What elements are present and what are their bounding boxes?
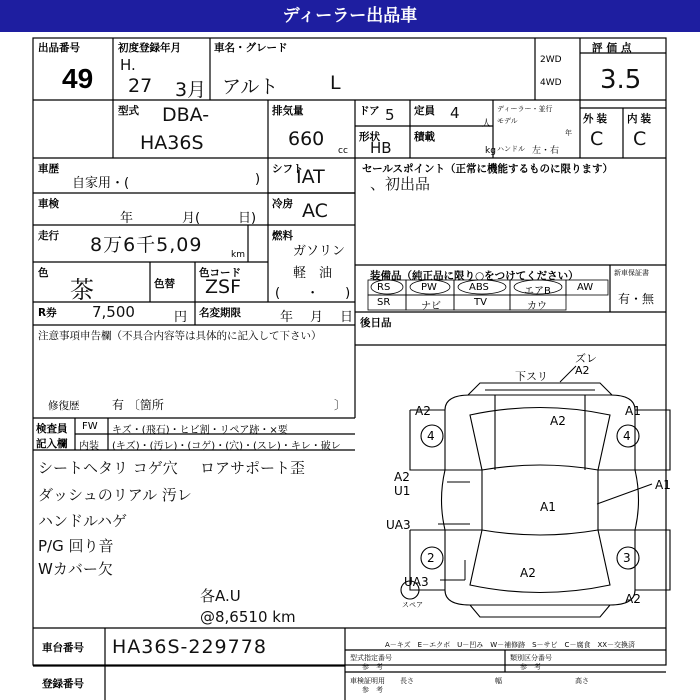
- inspector-entry-label: 記入欄: [36, 438, 68, 450]
- warranty-value: 有・無: [618, 292, 655, 306]
- model-year-label: モデル: [497, 117, 518, 125]
- model-year-unit: 年: [565, 129, 572, 137]
- reg-era: H.: [120, 56, 136, 74]
- color-code: ZSF: [205, 276, 242, 298]
- cert-label: 車検証明用: [350, 677, 385, 685]
- ac-label: 冷房: [272, 198, 293, 210]
- lot-number: 49: [62, 63, 94, 94]
- name-change-year: 年: [280, 310, 294, 325]
- model-name: アルト: [222, 76, 279, 98]
- interior-label: 内装: [627, 113, 654, 125]
- interior-score: C: [633, 128, 647, 150]
- remark-4: P/G 回り音: [38, 537, 114, 555]
- mark-hood: A2: [550, 414, 566, 428]
- doors-label: ドア: [359, 105, 380, 117]
- repair-history-close: 〕: [334, 398, 347, 412]
- equip-aw: AW: [577, 282, 594, 293]
- remark-5: Wカバー欠: [38, 560, 113, 578]
- seats-unit: 人: [482, 119, 492, 129]
- diagram-top-note: 下スリ: [515, 370, 548, 383]
- shape-label: 形状: [359, 131, 380, 143]
- mileage-label: 走行: [38, 230, 59, 242]
- color-value: 茶: [70, 276, 94, 304]
- spare-label: スペア: [402, 601, 423, 609]
- mark-left-door-1: A2: [394, 470, 410, 484]
- reg-year: 27: [128, 75, 153, 97]
- chassis-number: HA36S-229778: [112, 636, 267, 658]
- cert-sub: 参 考: [362, 686, 383, 694]
- first-reg-label: 初度登録年月: [118, 42, 181, 54]
- repair-history-value: 有 〔箇所: [112, 398, 164, 412]
- ac-value: AC: [302, 200, 328, 222]
- mark-left-sill: UA3: [386, 518, 411, 532]
- equip-airbag: エアB: [524, 286, 551, 297]
- car-diagram: [401, 383, 670, 617]
- inspector-fw: FW: [82, 421, 98, 432]
- color-code-label: 色コード: [199, 267, 241, 279]
- class-label: 類別区分番号: [510, 654, 552, 662]
- capacity-label: 積載: [414, 131, 435, 143]
- recycle-value: 7,500: [92, 303, 135, 321]
- repair-history-label: 修復歴: [48, 400, 80, 412]
- equip-sr: SR: [377, 297, 391, 308]
- later-items-label: 後日品: [360, 317, 392, 329]
- chassis-label: 車台番号: [42, 642, 84, 654]
- score-label: 評価点: [592, 42, 636, 54]
- height-label: 高さ: [575, 677, 589, 685]
- displacement-label: 排気量: [272, 105, 304, 117]
- banner-title: ディーラー出品車: [0, 0, 700, 32]
- drive-2wd: 2WD: [540, 55, 562, 65]
- fuel-paren: ( ・ ): [275, 286, 351, 301]
- mark-front-right: A1: [625, 404, 641, 418]
- equip-rs: RS: [377, 282, 391, 293]
- exterior-label: 外装: [583, 113, 610, 125]
- displacement-unit: cc: [338, 146, 348, 156]
- recycle-label: R券: [38, 307, 57, 319]
- handle-label: ハンドル: [497, 145, 525, 153]
- model-label: 車名・グレード: [214, 42, 288, 54]
- length-label: 長さ: [400, 677, 414, 685]
- mark-rear-center: A2: [520, 566, 536, 580]
- notes-label: 注意事項申告欄（不具合内容等は具体的に記入して下さい）: [38, 330, 322, 342]
- history-value: 自家用・(: [72, 176, 130, 191]
- fuel-gasoline: ガソリン: [293, 244, 346, 259]
- fuel-diesel: 軽 油: [293, 266, 333, 281]
- mark-rear-left: UA3: [404, 575, 429, 589]
- equipment-label: 装備品（純正品に限り○をつけてください）: [370, 270, 579, 282]
- recycle-unit: 円: [174, 310, 188, 325]
- equip-cow: カウ: [527, 301, 547, 312]
- model-grade: L: [330, 72, 341, 94]
- inspection-month: 月(: [182, 211, 201, 226]
- remark-right-1: ロアサポート歪: [200, 459, 306, 477]
- displacement-value: 660: [288, 128, 325, 150]
- shift-label: シフト: [272, 163, 304, 175]
- inspector-line-2: (キズ)・(汚レ)・(コゲ)・(穴)・(スレ)・キレ・破レ: [112, 441, 341, 452]
- remark-2: ダッシュのリアル 汚レ: [38, 486, 192, 504]
- equip-pw: PW: [421, 282, 437, 293]
- sales-point-note: 、初出品: [370, 175, 431, 193]
- doors-value: 5: [385, 106, 395, 124]
- fuel-label: 燃料: [272, 230, 293, 242]
- shape-value: HB: [370, 139, 392, 157]
- type-value-2: HA36S: [140, 132, 204, 154]
- equip-abs: ABS: [469, 282, 489, 293]
- type-designation-label: 型式指定番号: [350, 654, 392, 662]
- inspector-label: 検査員: [36, 423, 68, 435]
- handle-value: 左・右: [532, 146, 560, 156]
- dealer-label: ディーラー・並行: [497, 105, 553, 113]
- mileage-value: 8万6千5,09: [90, 234, 203, 256]
- wheel-rl: 2: [427, 551, 435, 565]
- mileage-unit: km: [231, 250, 245, 260]
- inspection-year: 年: [120, 211, 134, 226]
- inspector-interior: 内装: [79, 441, 99, 452]
- exterior-score: C: [590, 128, 604, 150]
- remark-right-2: 各A.U: [200, 587, 241, 605]
- remark-right-3: @8,6510 km: [200, 608, 296, 626]
- drive-4wd: 4WD: [540, 78, 562, 88]
- mark-right-door: A1: [655, 478, 671, 492]
- wheel-rr: 3: [623, 551, 631, 565]
- inspector-line-1: キズ・(飛石)・ヒビ割・リペア跡・×要: [112, 425, 288, 436]
- lot-number-label: 出品番号: [38, 42, 80, 54]
- legend: A－キズ E－エクボ U－凹み W－補修跡 S－サビ C－腐食 XX－交換済: [385, 641, 636, 649]
- history-close: ): [255, 172, 261, 187]
- color-label: 色: [38, 267, 49, 279]
- shift-value: IAT: [296, 166, 325, 188]
- mark-left-door-2: U1: [394, 484, 411, 498]
- equip-navi: ナビ: [421, 301, 441, 312]
- wheel-fr: 4: [623, 429, 631, 443]
- color-change-label: 色替: [154, 278, 175, 290]
- reg-month: 3月: [175, 79, 207, 101]
- type-value-1: DBA-: [162, 104, 210, 126]
- name-change-day: 日: [340, 310, 354, 325]
- mark-roof: A1: [540, 500, 556, 514]
- seats-value: 4: [450, 104, 460, 122]
- name-change-month: 月: [310, 310, 324, 325]
- type-label: 型式: [118, 105, 139, 117]
- wheel-fl: 4: [427, 429, 435, 443]
- history-label: 車歴: [38, 163, 59, 175]
- width-label: 幅: [495, 677, 502, 685]
- score-value: 3.5: [600, 65, 642, 95]
- diagram-top-note-3: A2: [575, 364, 590, 377]
- diagram-top-note-2: ズレ: [575, 352, 597, 365]
- inspection-label: 車検: [38, 198, 59, 210]
- seats-label: 定員: [414, 105, 435, 117]
- capacity-unit: kg: [485, 146, 496, 156]
- warranty-label: 新車保証書: [614, 269, 649, 277]
- class-sub: 参 考: [520, 663, 541, 671]
- type-designation-sub: 参 考: [362, 663, 383, 671]
- mark-rear-right: A2: [625, 592, 641, 606]
- sales-point-label: セールスポイント（正常に機能するものに限ります）: [362, 163, 614, 175]
- remark-3: ハンドルハゲ: [38, 512, 127, 530]
- equip-tv: TV: [474, 297, 487, 308]
- mark-front-left: A2: [415, 404, 431, 418]
- name-change-label: 名変期限: [199, 307, 241, 319]
- remark-1: シートヘタリ コゲ穴: [38, 459, 178, 477]
- registration-label: 登録番号: [42, 678, 84, 690]
- inspection-day: 日): [238, 211, 257, 226]
